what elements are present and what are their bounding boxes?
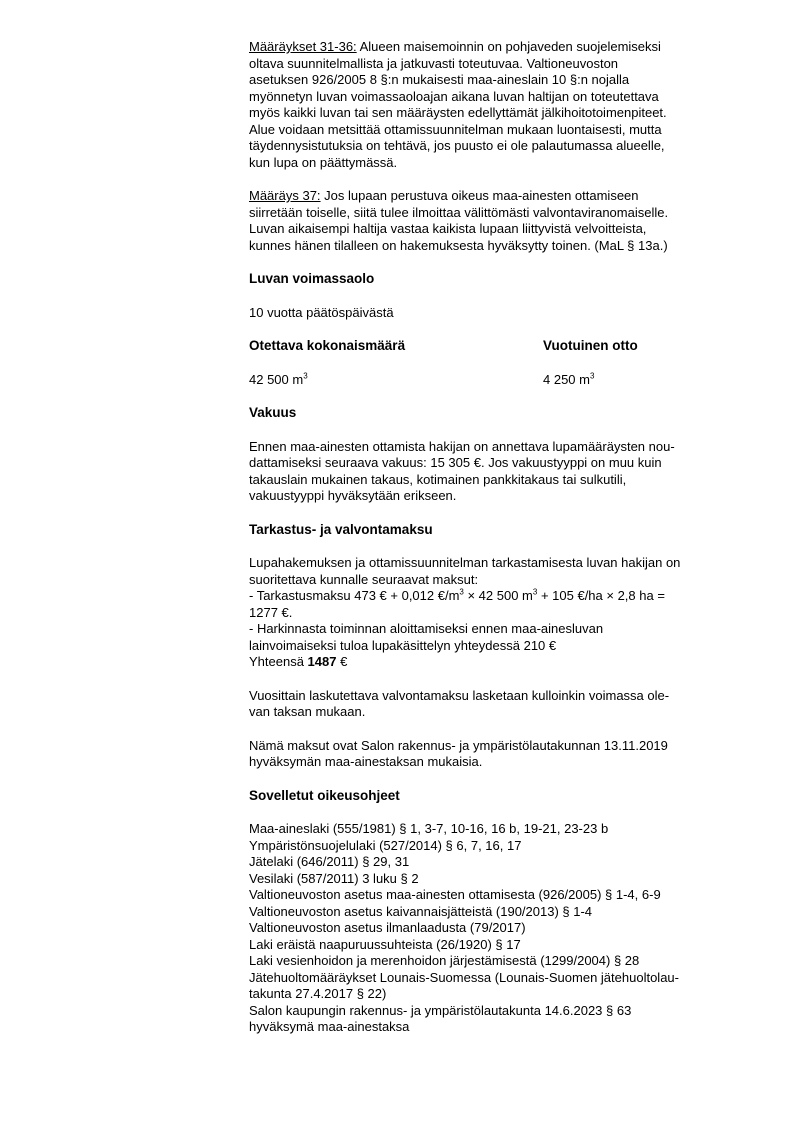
validity-heading: Luvan voimassaolo (249, 271, 375, 286)
total-amount-value: 42 500 $m^3$ (249, 371, 308, 387)
validity-text: 10 vuotta päätöspäivästä (249, 304, 394, 320)
regulation-37: Määräys 37: Jos lupaan perustuva oikeus maa-ainesten ottamiseen siirretään toiselle, siitä tulee ilmoittaa välittömästi valvontaviranomaiselle. Luvan aikaisempi haltija vastaa kaikista lupaan liittyvistä velvoitteista, kunnes hänen tilalleen on hakemuksesta hyväksytty toinen. (MaL § 13a.) (249, 188, 669, 253)
laws-list (249, 821, 741, 1036)
list-item: Jätelaki (646/2011) § 29, 31 (249, 854, 410, 869)
list-item: Maa-aineslaki (555/1981) § 1, 3-7, 10-16, 16 b, 19-21, 23-23 b (249, 821, 609, 836)
regulation-31-36: Määräykset 31-36: Alueen maisemoinnin on pohjaveden suojelemiseksi oltava suunnitelmallista ja jatkuvasti toteutuvaa. Valtioneuvoston asetuksen 926/2005 8 §:n mukaisesti maa-aineslain 10 §:n nojalla myönnetyn luvan voimassaoloajan aikana luvan haltijan on toteutettava myös kaikki luvan tai sen määräysten edellyttämät jälkihoitotoimenpiteet. Alue voidaan metsittää ottamissuunnitelman mukaan luontaisesti, mutta täydennysistutuksia on tehtävä, jos puusto ei ole palautumassa alueelle, kun lupa on päättymässä. (249, 39, 667, 170)
document-page (249, 39, 741, 1036)
list-item: Laki vesienhoidon ja merenhoidon järjestämisestä (1299/2004) § 28 (249, 953, 640, 968)
amount-headings (249, 338, 741, 355)
list-item: Jätehuoltomääräykset Lounais-Suomessa (Lounais-Suomen jätehuoltolau- (249, 969, 679, 985)
fee-calculation: - Tarkastusmaksu 473 € + 0,012 $€/m^3 \times 42$ 500 $m^3 + 105$ €/ha × 2,8 ha = (249, 587, 665, 603)
laws-heading: Sovelletut oikeusohjeet (249, 787, 400, 803)
annual-amount-heading: Vuotuinen otto (543, 338, 638, 353)
fee-basis-text: Nämä maksut ovat Salon rakennus- ja ympäristölautakunnan 13.11.2019 hyväksymän maa-ainestaksan mukaisia. (249, 737, 668, 769)
list-item: Valtioneuvoston asetus maa-ainesten ottamisesta (926/2005) § 1-4, 6-9 (249, 887, 661, 902)
list-item: Ympäristönsuojelulaki (527/2014) § 6, 7, 16, 17 (249, 837, 522, 853)
annual-fee-text: Vuosittain laskutettava valvontamaksu lasketaan kulloinkin voimassa ole- van taksan mukaan. (249, 687, 670, 719)
fees-heading: Tarkastus- ja valvontamaksu (249, 521, 433, 537)
security-heading: Vakuus (249, 405, 297, 420)
annual-amount-value: 4 250 $m^3$ (543, 371, 595, 387)
amount-values (249, 372, 741, 389)
fees-text: Lupahakemuksen ja ottamissuunnitelman tarkastamisesta luvan hakijan on suoritettava kunnalle seuraavat maksut: - Tarkastusmaksu 473 € + 0,012 $€/m^3 \times 42$ 500 $m^3 + 105$ €/ha × 2,8 ha = 1277 €. - Harkinnasta toiminnan aloittamiseksi ennen maa-ainesluvan lainvoimaiseksi tuloa lupakäsittelyn yhteydessä 210 € Yhteensä 1487 € (249, 555, 741, 671)
regulation-label: Määräys 37: (249, 188, 321, 203)
total-amount-heading: Otettava kokonaismäärä (249, 338, 406, 353)
security-text: Ennen maa-ainesten ottamista hakijan on annettava lupamääräysten nou- dattamiseksi seuraava vakuus: 15 305 €. Jos vakuustyyppi on muu kuin takauslain mukainen takaus, kotimainen pankkitakaus tai sulkutili, vakuustyyppi hyväksytään erikseen. (249, 438, 675, 503)
fees-total: Yhteensä 1487 € (249, 654, 348, 669)
list-item: Vesilaki (587/2011) 3 luku § 2 (249, 870, 419, 886)
regulation-label: Määräykset 31-36: (249, 39, 357, 54)
list-item: Salon kaupungin rakennus- ja ympäristölautakunta 14.6.2023 § 63 (249, 1002, 632, 1018)
list-item: Laki eräistä naapuruussuhteista (26/1920) § 17 (249, 936, 521, 952)
list-item: Valtioneuvoston asetus kaivannaisjätteistä (190/2013) § 1-4 (249, 903, 593, 919)
list-item: hyväksymä maa-ainestaksa (249, 1019, 410, 1034)
list-item: takunta 27.4.2017 § 22) (249, 986, 387, 1001)
list-item: Valtioneuvoston asetus ilmanlaadusta (79/2017) (249, 920, 526, 935)
